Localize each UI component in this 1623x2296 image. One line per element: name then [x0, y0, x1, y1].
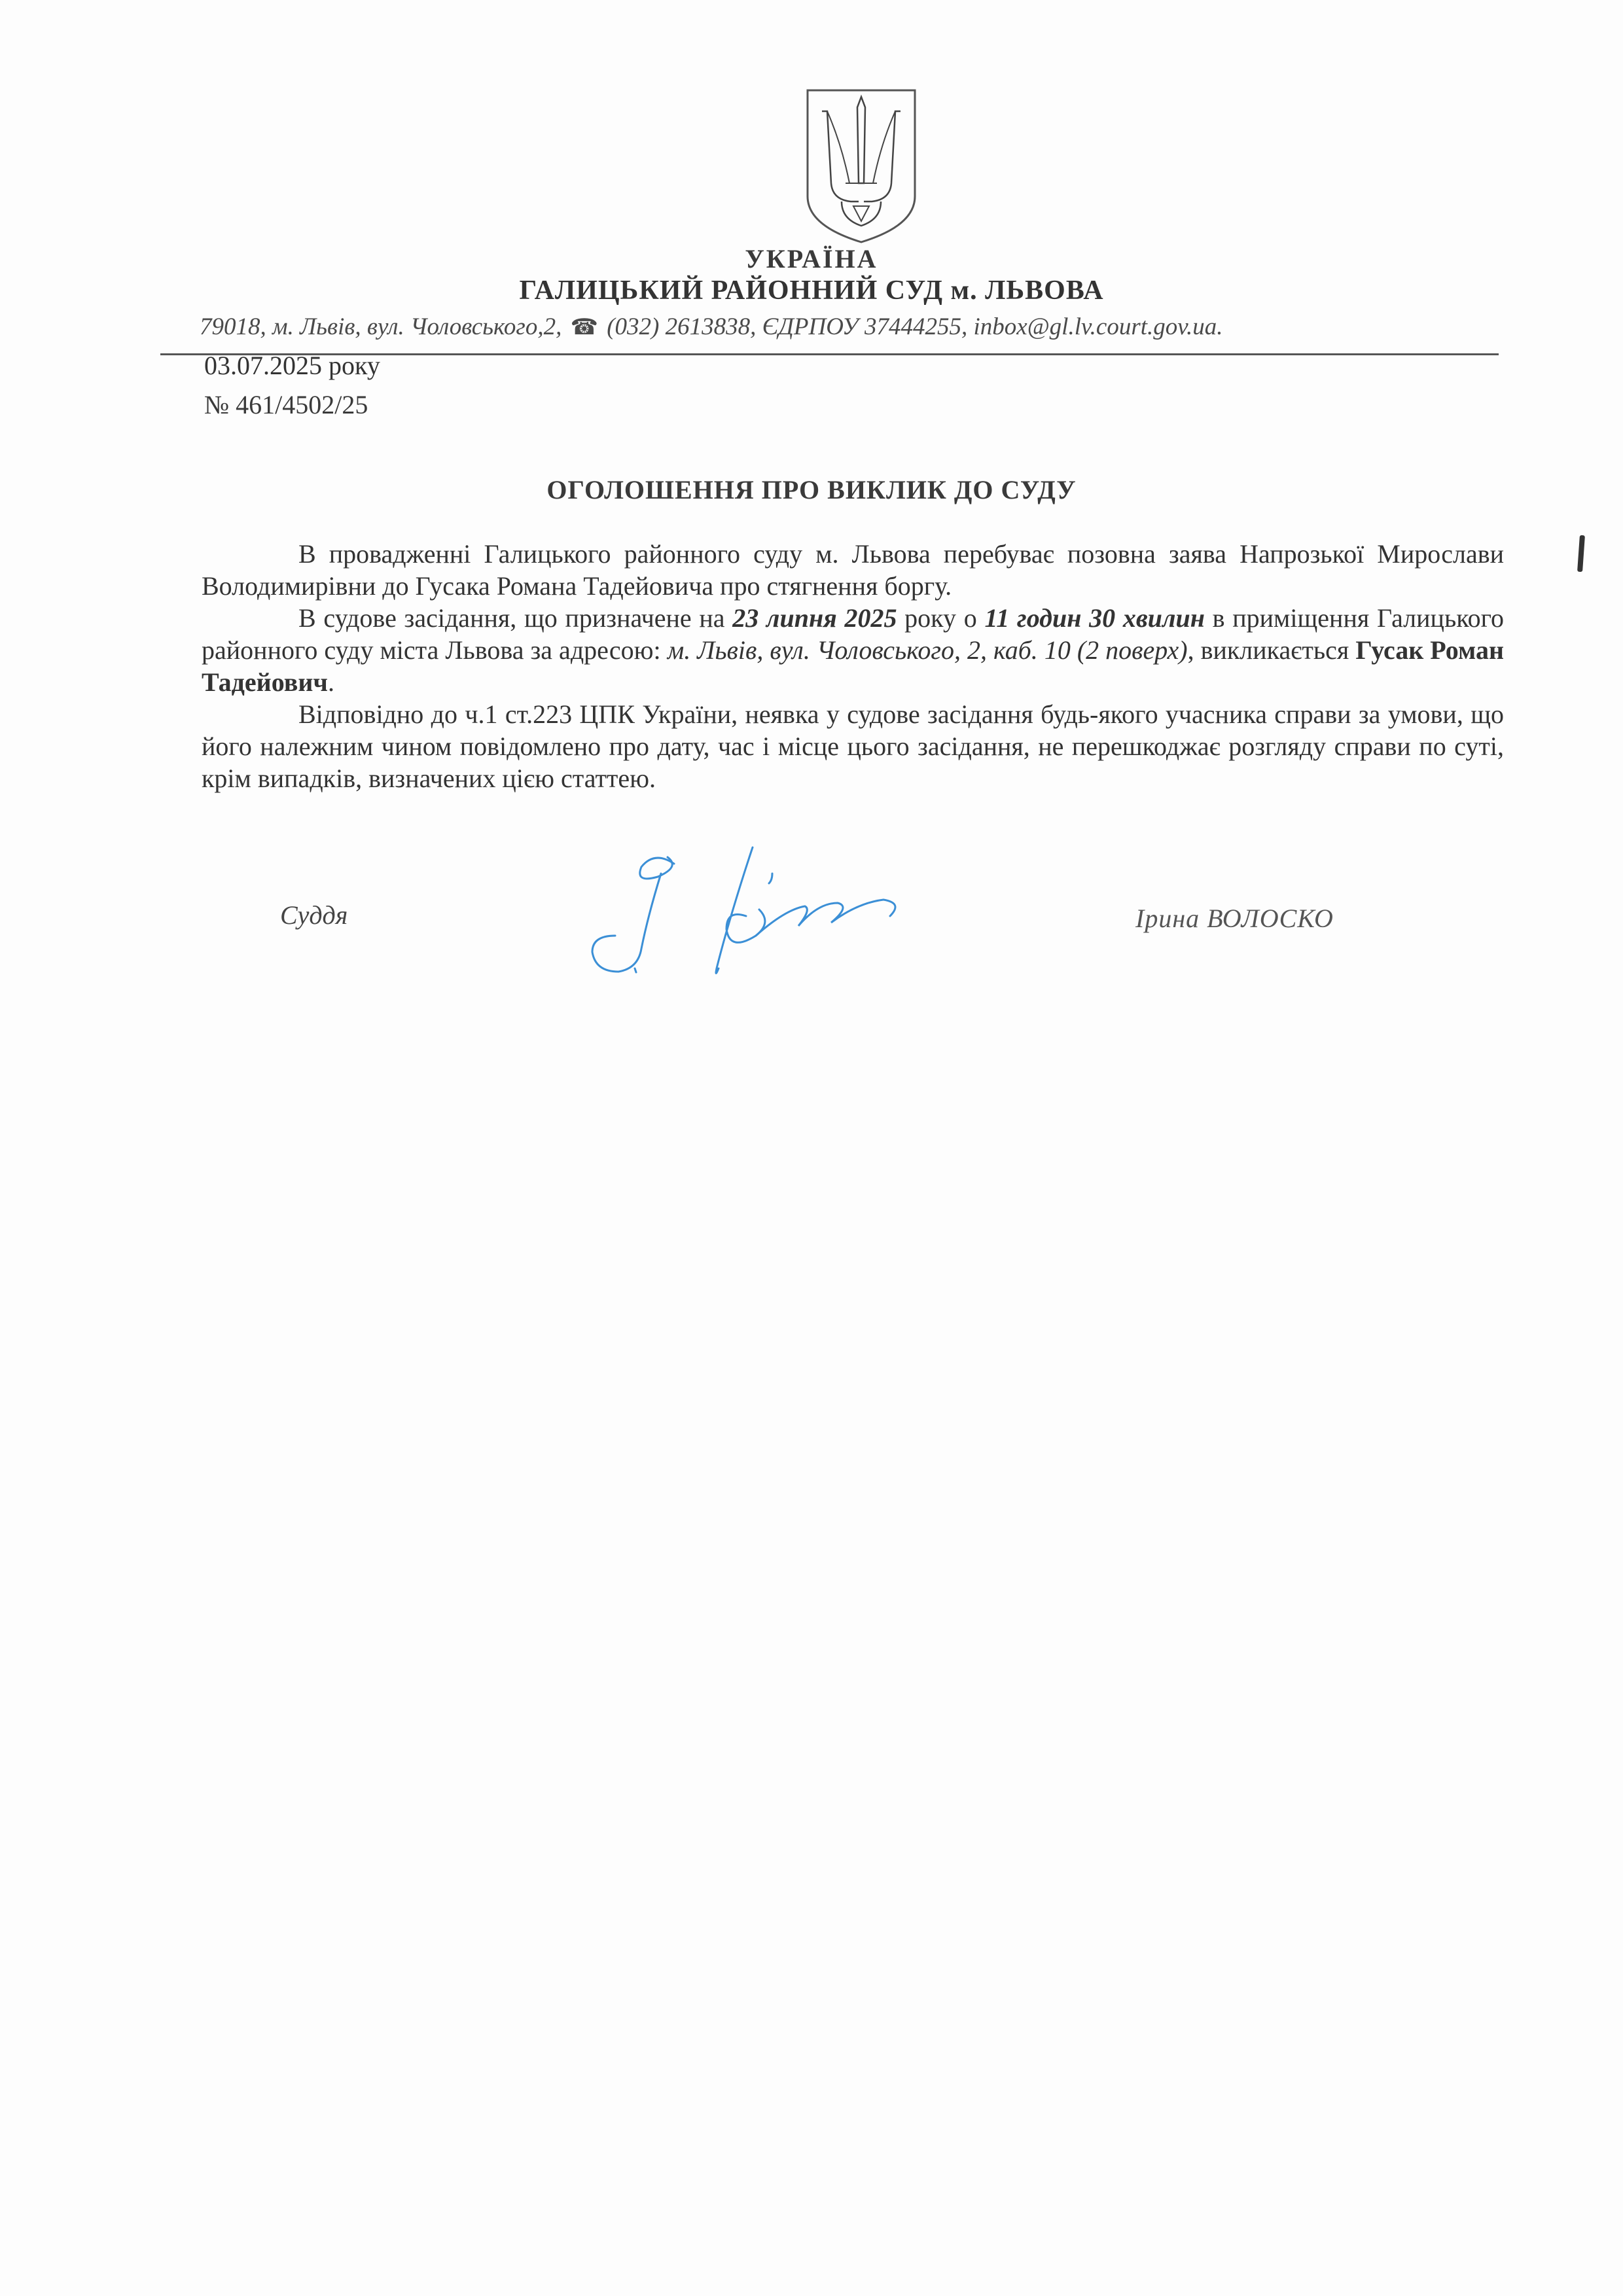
court-address: [200, 313, 1482, 341]
margin-mark: [1577, 535, 1585, 572]
paragraph-1: В провадженні Галицького районного суду м. Львова перебуває позовна заява Напрозької Мирослави Володимирівни до Гусака Романа Тадейовича про стягнення боргу.: [202, 539, 1504, 601]
document-body: [202, 538, 1504, 794]
address-street: 79018, м. Львів, вул. Чоловського,2,: [200, 313, 562, 340]
phone-icon: ☎: [570, 315, 598, 340]
hearing-time: 11 годин 30 хвилин: [984, 603, 1205, 633]
summoned-person: Гусак Роман Тадейович: [202, 635, 1505, 697]
document-date: 03.07.2025 року: [204, 351, 380, 380]
country-name: УКРАЇНА: [745, 244, 878, 274]
ukraine-trident-icon: [802, 85, 920, 245]
hearing-address: м. Львів, вул. Чоловського, 2, каб. 10 (2 поверх): [667, 635, 1188, 665]
paragraph-3: Відповідно до ч.1 ст.223 ЦПК України, неявка у судове засідання будь-якого учасника справи за умови, що його належним чином повідомлено про дату, час і місце цього засідання, не перешкоджає розгляду справи по суті, крім випадків, визначених цією статтею.: [202, 699, 1504, 793]
handwritten-signature: [576, 838, 942, 995]
hearing-date: 23 липня 2025: [732, 603, 897, 633]
p2-text-d: , викликається: [1187, 635, 1356, 665]
address-contacts: (032) 2613838, ЄДРПОУ 37444255, inbox@gl.lv.court.gov.ua.: [607, 313, 1223, 340]
paragraph-2: [202, 602, 1504, 698]
case-number: № 461/4502/25: [204, 390, 368, 419]
p2-text-c: в приміщення Галицького районного суду міста Львова за адресою:: [202, 603, 1505, 665]
p2-text-b: року о: [897, 603, 985, 633]
p2-text-e: .: [327, 667, 334, 697]
p2-text-a: В судове засідання, що призначене на: [298, 603, 733, 633]
document-title: ОГОЛОШЕННЯ ПРО ВИКЛИК ДО СУДУ: [546, 475, 1077, 504]
judge-label: Суддя: [280, 900, 348, 930]
court-name: ГАЛИЦЬКИЙ РАЙОННИЙ СУД м. ЛЬВОВА: [519, 275, 1104, 306]
judge-name: Ірина ВОЛОСКО: [1135, 904, 1334, 933]
